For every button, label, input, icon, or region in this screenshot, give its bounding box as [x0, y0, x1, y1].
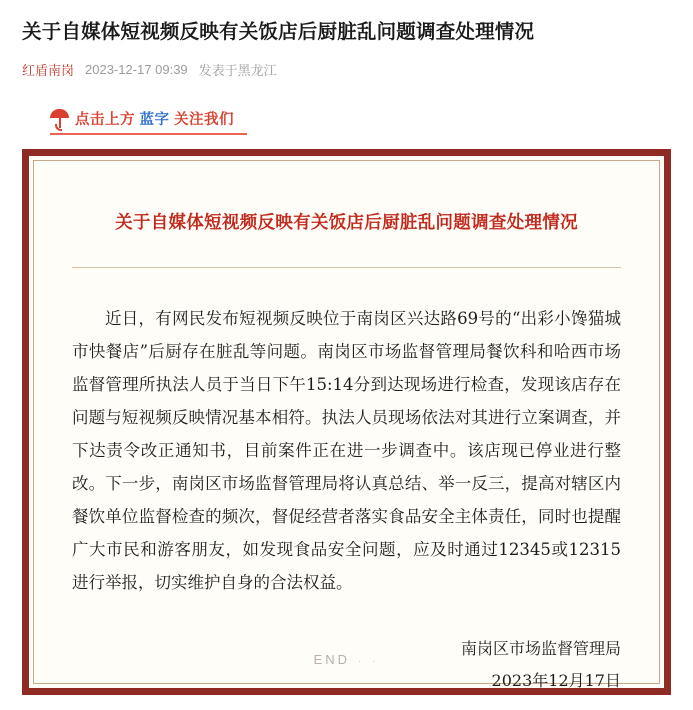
follow-suffix: 关注我们: [174, 111, 235, 128]
official-document-card: [22, 149, 671, 695]
end-label: END: [313, 652, 350, 668]
follow-highlight: 蓝字: [139, 111, 170, 128]
follow-banner[interactable]: [50, 105, 671, 131]
document-inner-border: [33, 160, 660, 691]
follow-banner-text: [75, 108, 234, 129]
signature-date: 2023年12月17日: [491, 671, 621, 691]
end-dots: · ·: [358, 656, 380, 668]
document-body: 近日，有网民发布短视频反映位于南岗区兴达路69号的“出彩小馋猫城市快餐店”后厨存在脏乱等问题。南岗区市场监督管理局餐饮科和哈西市场监督管理所执法人员于当日下午15:14分到达现场进行检查，发现该店存在问题与短视频反映情况基本相符。执法人员现场依法对其进行立案调查，并下达责令改正通知书，目前案件正在进一步调查中。该店现已停业进行整改。下一步，南岗区市场监督管理局将认真总结、举一反三，提高对辖区内餐饮单位监督检查的频次，督促经营者落实食品安全主体责任，同时也提醒广大市民和游客朋友，如发现食品安全问题，应及时通过12345或12315进行举报，切实维护自身的合法权益。: [72, 309, 621, 593]
page-title: 关于自媒体短视频反映有关饭店后厨脏乱问题调查处理情况: [22, 21, 535, 43]
publish-location: 发表于黑龙江: [198, 63, 277, 79]
document-title: 关于自媒体短视频反映有关饭店后厨脏乱问题调查处理情况: [115, 213, 578, 234]
end-marker: [34, 652, 659, 667]
document-divider: [72, 267, 621, 268]
follow-underline: [50, 133, 247, 135]
umbrella-icon: [50, 107, 69, 129]
publish-date: 2023-12-17 09:39: [85, 62, 188, 78]
article-meta: [22, 60, 671, 79]
account-name[interactable]: 红盾南岗: [22, 63, 75, 79]
follow-prefix: 点击上方: [75, 111, 135, 128]
signature-organization: 南岗区市场监督管理局: [460, 639, 621, 659]
